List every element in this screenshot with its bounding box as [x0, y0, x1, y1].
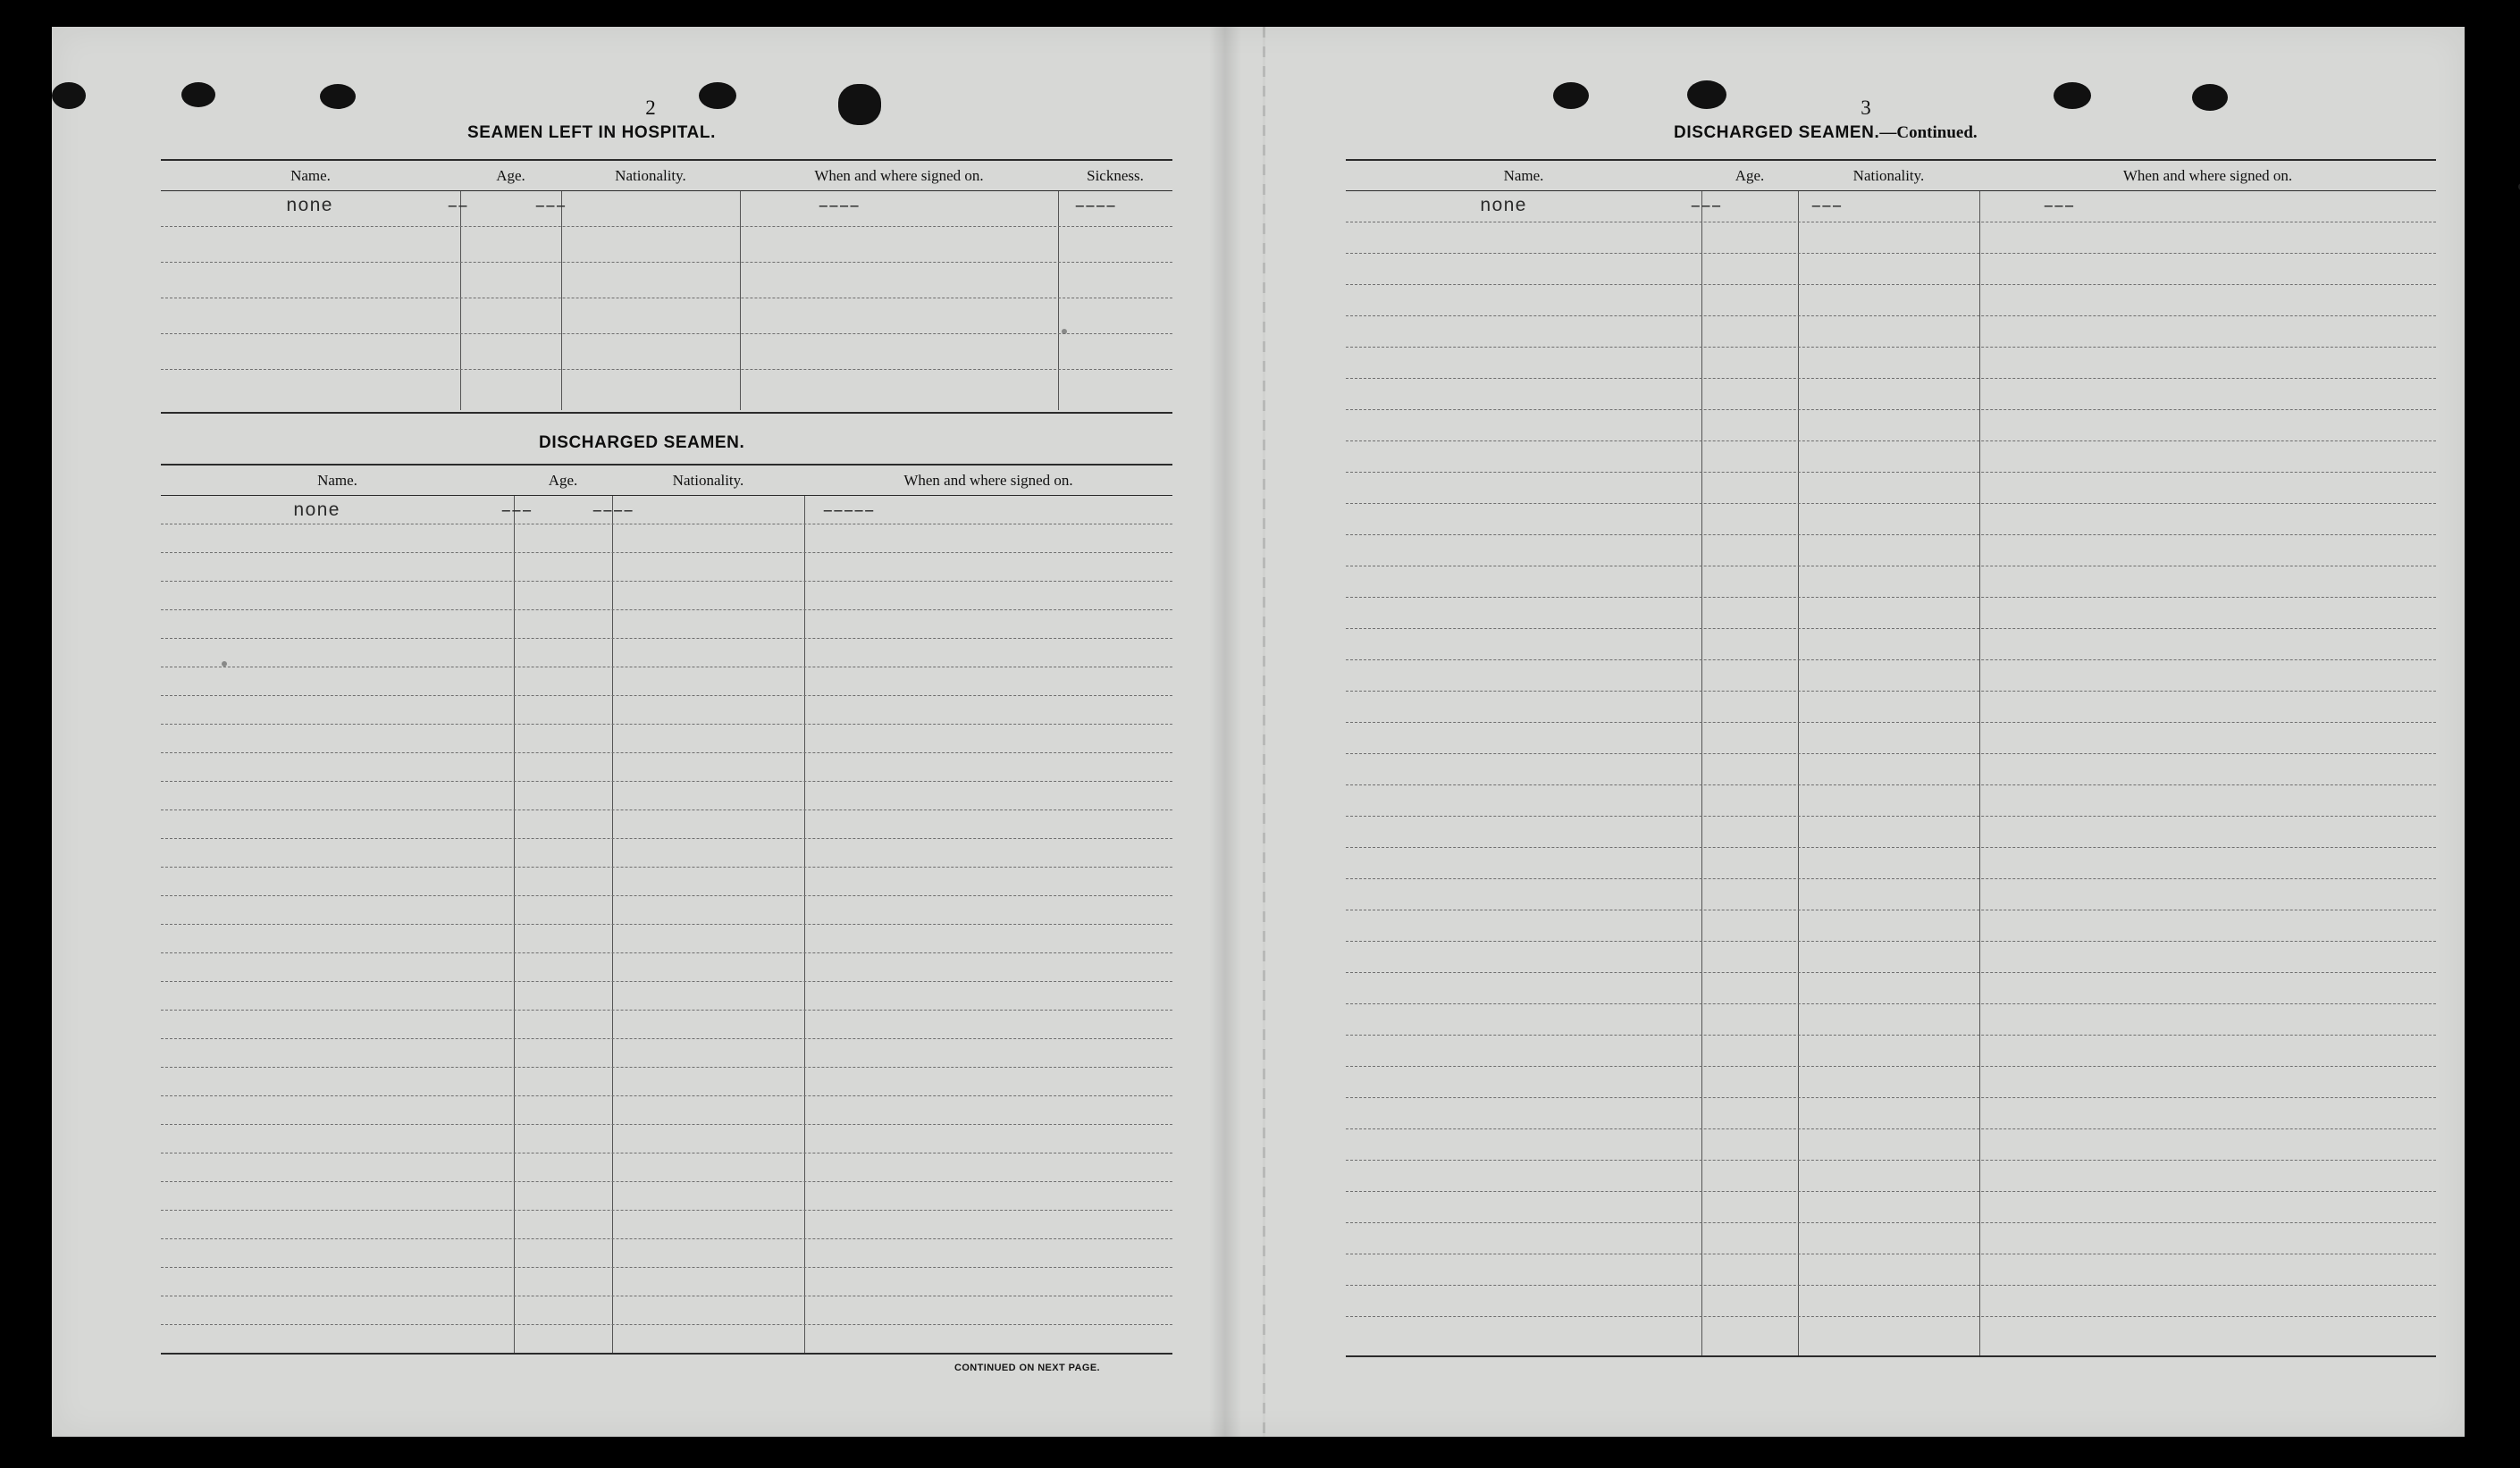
table-row: [161, 553, 1172, 582]
table-row: [1346, 629, 2436, 660]
table-row: [1346, 1098, 2436, 1129]
table-row: [1346, 1161, 2436, 1192]
table-body: [1346, 191, 2436, 1357]
table-row: [161, 227, 1172, 263]
section-title-text: DISCHARGED SEAMEN.: [1674, 123, 1880, 142]
section-title-continued-suffix: —Continued.: [1879, 123, 1978, 142]
table-row: [161, 868, 1172, 896]
table-row: [1346, 1223, 2436, 1254]
table-row: [161, 1182, 1172, 1211]
table-row: [161, 298, 1172, 334]
table-row: [161, 839, 1172, 868]
table-row: [1346, 535, 2436, 566]
table-row: [1346, 348, 2436, 379]
table-row: [161, 1153, 1172, 1182]
table-row: [161, 610, 1172, 639]
section-title-discharged-seamen: DISCHARGED SEAMEN.: [539, 433, 745, 452]
table-row: [1346, 1004, 2436, 1036]
cell-value-name: none: [1480, 197, 1527, 217]
table-row: [161, 725, 1172, 753]
table-row: [1346, 316, 2436, 348]
table-row: [1346, 879, 2436, 910]
cell-value-nationality: ––––: [592, 501, 634, 522]
section-title-seamen-left-in-hospital: SEAMEN LEFT IN HOSPITAL.: [467, 123, 716, 142]
table-bottom-rule: [161, 1353, 1172, 1355]
book-gutter: [1263, 27, 1265, 1437]
table-row: [161, 982, 1172, 1011]
table-row: [1346, 973, 2436, 1004]
column-header-age: Age.: [1735, 167, 1765, 184]
table-row: [1346, 1254, 2436, 1286]
column-header-name: Name.: [1503, 167, 1544, 184]
table-body: [161, 191, 1172, 410]
cell-value-name: none: [286, 197, 333, 217]
page-number-right: 3: [1861, 96, 1871, 119]
table-row: [1346, 848, 2436, 879]
table-row: [1346, 1317, 2436, 1348]
table-row: [1346, 254, 2436, 285]
table-row: [1346, 660, 2436, 692]
table-row: [161, 1325, 1172, 1354]
table-row: [1346, 723, 2436, 754]
table-seamen-left-in-hospital: [161, 159, 1172, 413]
table-row: [161, 1296, 1172, 1325]
table-row: [1346, 1286, 2436, 1317]
table-row: [161, 1039, 1172, 1068]
table-row: [1346, 1067, 2436, 1098]
table-row: [1346, 222, 2436, 254]
table-row: [161, 370, 1172, 410]
column-header-name: Name.: [290, 167, 331, 184]
column-header-age: Age.: [548, 472, 578, 489]
table-row: [161, 1011, 1172, 1039]
table-row: [161, 925, 1172, 953]
table-row: [1346, 473, 2436, 504]
table-row: [1346, 692, 2436, 723]
table-row: [161, 1096, 1172, 1125]
table-row: [161, 1239, 1172, 1268]
table-header-row: [1346, 161, 2436, 191]
table-row: [161, 1068, 1172, 1096]
cell-value-age: –––: [1690, 197, 1721, 217]
table-row: [1346, 441, 2436, 473]
table-row: [161, 953, 1172, 982]
table-row: [1346, 285, 2436, 316]
table-header-row: [161, 466, 1172, 496]
table-row: [161, 639, 1172, 667]
table-row: [1346, 910, 2436, 942]
column-header-name: Name.: [317, 472, 357, 489]
table-body: [161, 496, 1172, 1354]
table-row: [161, 1268, 1172, 1296]
table-row: [161, 582, 1172, 610]
table-header-row: [161, 161, 1172, 191]
table-row: [1346, 1036, 2436, 1067]
right-page: [1267, 27, 2465, 1437]
table-row: [161, 263, 1172, 298]
table-row: [161, 1125, 1172, 1153]
cell-value-age: –––: [500, 501, 532, 522]
table-row: [1346, 942, 2436, 973]
cell-value-nationality: –––: [1810, 197, 1842, 217]
table-row: [1346, 1129, 2436, 1161]
table-row: [161, 753, 1172, 782]
table-row: [1346, 817, 2436, 848]
column-header-sickness: Sickness.: [1087, 167, 1144, 184]
table-row: [1346, 410, 2436, 441]
cell-value-signed-on: ––––: [818, 197, 860, 217]
table-row: [161, 667, 1172, 696]
table-discharged-seamen-continued: [1346, 159, 2436, 1356]
table-row: [161, 1211, 1172, 1239]
cell-value-signed-on: –––: [2043, 197, 2074, 217]
table-bottom-rule: [161, 412, 1172, 414]
table-discharged-seamen: [161, 464, 1172, 1354]
table-row: [161, 810, 1172, 839]
table-row: [1346, 598, 2436, 629]
table-row: [1346, 566, 2436, 598]
column-header-nationality: Nationality.: [615, 167, 686, 184]
table-row: [161, 896, 1172, 925]
table-bottom-rule: [1346, 1355, 2436, 1357]
table-row: [161, 334, 1172, 370]
cell-value-nationality: –––: [534, 197, 566, 217]
column-header-age: Age.: [496, 167, 525, 184]
column-header-nationality: Nationality.: [672, 472, 744, 489]
page-number-left: 2: [645, 96, 656, 119]
left-page: [52, 27, 1249, 1437]
column-header-signed-on: When and where signed on.: [814, 167, 984, 184]
continued-footnote: CONTINUED ON NEXT PAGE.: [954, 1363, 1101, 1373]
cell-value-sickness: ––––: [1074, 197, 1116, 217]
table-row: [1346, 754, 2436, 785]
column-header-nationality: Nationality.: [1852, 167, 1925, 184]
table-row: [1346, 379, 2436, 410]
table-row: [161, 696, 1172, 725]
table-row: [1346, 1192, 2436, 1223]
column-header-signed-on: When and where signed on.: [903, 472, 1073, 489]
ledger-spread: [52, 27, 2465, 1437]
cell-value-name: none: [293, 501, 340, 522]
table-row: [161, 782, 1172, 810]
table-row: [1346, 504, 2436, 535]
cell-value-age: ––: [447, 197, 468, 217]
column-header-signed-on: When and where signed on.: [2122, 167, 2293, 184]
cell-value-signed-on: –––––: [822, 501, 875, 522]
section-title-discharged-seamen-continued: [1674, 123, 1978, 143]
table-row: [1346, 785, 2436, 817]
table-row: [161, 524, 1172, 553]
